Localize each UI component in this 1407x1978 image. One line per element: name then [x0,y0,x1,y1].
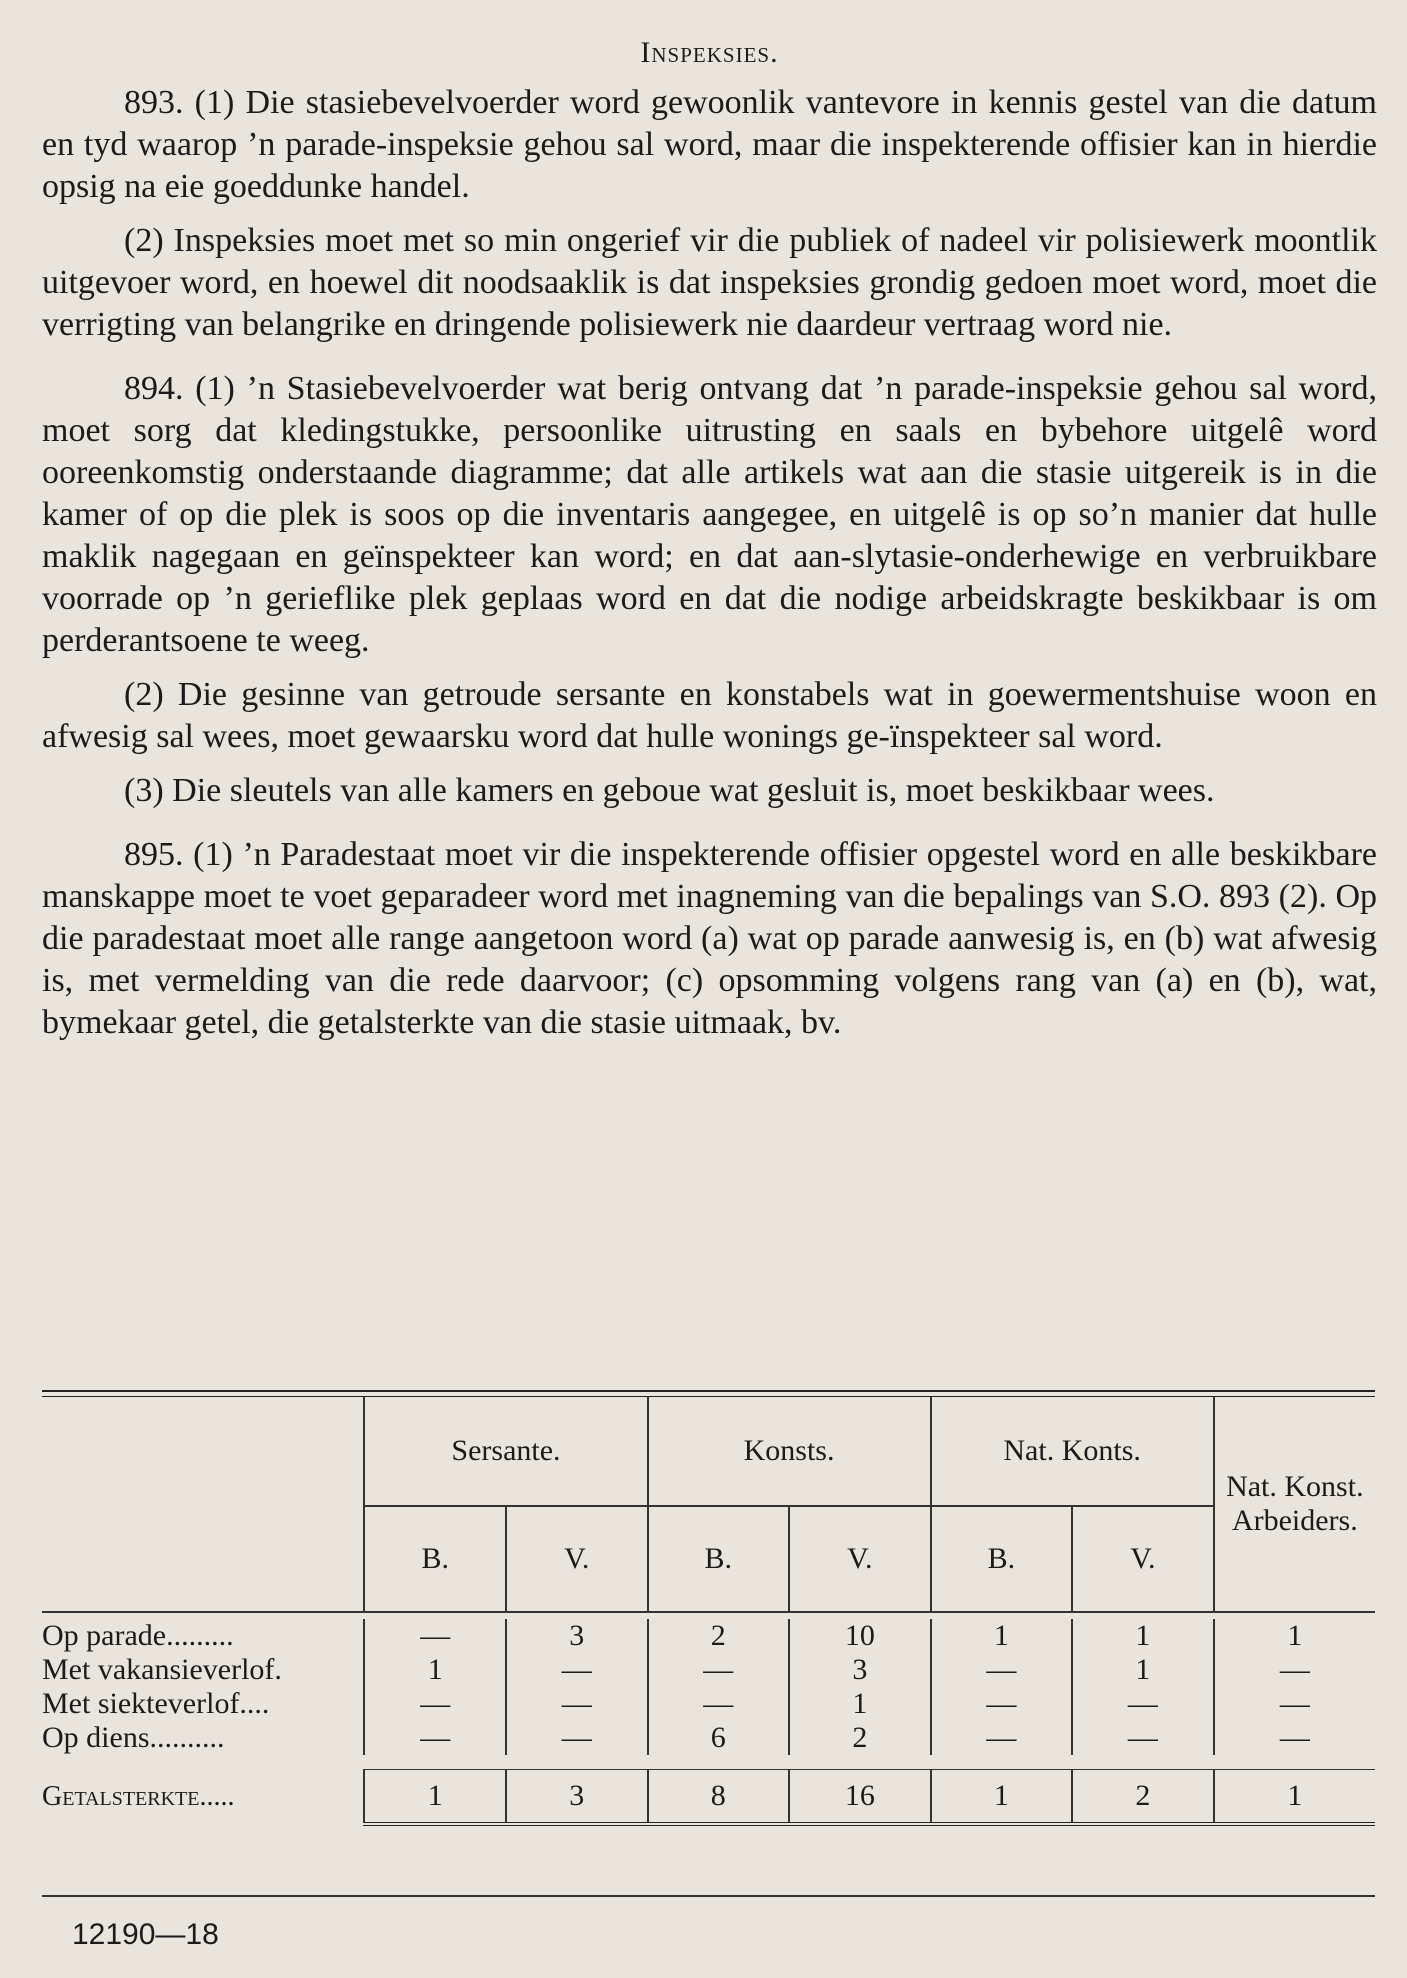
table-cell: 1 [364,1653,506,1687]
empty-header-cell [42,1397,364,1506]
subheader-cell: B. [931,1506,1073,1612]
table-cell: 1 [1214,1619,1375,1653]
table-row [42,1721,1375,1755]
table-cell: — [931,1653,1073,1687]
table-cell: — [1214,1721,1375,1755]
table-cell: — [364,1619,506,1653]
header-nat-konst-arbeiders: Nat. Konst. Arbeiders. [1214,1397,1375,1612]
total-cell: 2 [1072,1770,1214,1825]
totals-label: Getalsterkte..... [42,1780,235,1812]
table-cell: — [364,1721,506,1755]
paragraph-894-2: (2) Die gesinne van getroude sersante en konstabels wat in goewermentshuise woon en afwesig sal wees, moet gewaarsku word dat hulle wonings ge-ïnspekteer sal word. [42,676,1377,755]
table-cell: — [506,1653,648,1687]
table-row [42,1619,1375,1653]
row-label: Met siekteverlof.... [42,1687,270,1720]
table-cell: — [931,1687,1073,1721]
section-heading: Inspeksies. [640,36,779,69]
totals-double-rule [364,1824,1375,1830]
paragraph-895-1: 895. (1) ’n Paradestaat moet vir die inspekterende offisier opgestel word en alle beskikbare manskappe moet te voet geparadeer word met inagneming van die bepalings van S.O. 893 (2). Op die paradestaat moet alle range aangetoon word (a) wat op parade aanwesig is, en (b) wat afwesig is, met vermelding van die rede daarvoor; (c) opsomming volgens rang van (a) en (b), wat, bymekaar getel, die getalsterkte van die stasie uitmaak, bv. [42,836,1377,1041]
table-cell: — [506,1721,648,1755]
table-cell: — [1214,1653,1375,1687]
paragraph-894-1: 894. (1) ’n Stasiebevelvoerder wat berig ontvang dat ’n parade-inspeksie gehou sal word, moet sorg dat kledingstukke, persoonlike uitrusting en saals en bybehore uitgelê word ooreenkomstig onderstaande diagramme; dat alle artikels wat aan die stasie uitgereik is in die kamer of op die plek is soos op die inventaris aangegee, en uitgelê is op so’n manier dat hulle maklik nagegaan en geïnspekteer kan word; en dat aan-slytasie-onderhewige en verbruikbare voorrade op ’n gerieflike plek geplaas word en dat die nodige arbeidskragte beskikbaar is om perderantsoene te weeg. [42,370,1377,659]
table-cell: — [931,1721,1073,1755]
total-cell: 3 [506,1770,648,1825]
table-cell: — [648,1653,790,1687]
table-cell: 1 [1072,1653,1214,1687]
paragraph-894-3: (3) Die sleutels van alle kamers en geboue wat gesluit is, moet beskikbaar wees. [124,772,1215,809]
page-bottom-rule [42,1895,1375,1897]
header-divider [42,1612,1375,1619]
table-cell: 1 [1072,1619,1214,1653]
row-label: Op parade......... [42,1619,234,1652]
subheader-cell: V. [506,1506,648,1612]
table-cell: — [1214,1687,1375,1721]
total-cell: 1 [931,1770,1073,1825]
table-cell: — [1072,1721,1214,1755]
spacer [42,1755,1375,1770]
table-cell: 3 [506,1619,648,1653]
header-nat-konts: Nat. Konts. [931,1397,1214,1506]
subheader-cell: V. [789,1506,931,1612]
print-code: 12190—18 [72,1918,219,1951]
table-cell: — [364,1687,506,1721]
table-cell: 10 [789,1619,931,1653]
row-label: Op diens.......... [42,1721,225,1754]
table-row [42,1653,1375,1687]
subheader-cell: B. [364,1506,506,1612]
paragraph-893-2: (2) Inspeksies moet met so min ongerief vir die publiek of nadeel vir polisiewerk moontlik uitgevoer word, en hoewel dit noodsaaklik is dat inspeksies grondig gedoen moet word, moet die verrigting van belangrike en dringende polisiewerk nie daardeur vertraag word nie. [42,222,1377,343]
table-cell: — [648,1687,790,1721]
total-cell: 8 [648,1770,790,1825]
total-cell: 1 [1214,1770,1375,1825]
header-sersante: Sersante. [364,1397,647,1506]
total-cell: 1 [364,1770,506,1825]
totals-row [42,1770,1375,1825]
parade-state-table [42,1390,1375,1830]
table-cell: 2 [789,1721,931,1755]
table-cell: 6 [648,1721,790,1755]
table-cell: — [506,1687,648,1721]
subheader-cell: V. [1072,1506,1214,1612]
row-label: Met vakansieverlof. [42,1653,282,1686]
header-konsts: Konsts. [648,1397,931,1506]
total-cell: 16 [789,1770,931,1825]
table-row [42,1687,1375,1721]
table-cell: 1 [931,1619,1073,1653]
paragraph-893-1: 893. (1) Die stasiebevelvoerder word gewoonlik vantevore in kennis gestel van die datum en tyd waarop ’n parade-inspeksie gehou sal word, maar die inspekterende offisier kan in hierdie opsig na eie goeddunke handel. [42,84,1377,205]
table-cell: 1 [789,1687,931,1721]
spacer [42,1824,364,1830]
empty-subheader-cell [42,1506,364,1612]
table-cell: 3 [789,1653,931,1687]
table-top-rule [42,1390,1375,1397]
table-cell: — [1072,1687,1214,1721]
subheader-cell: B. [648,1506,790,1612]
table-cell: 2 [648,1619,790,1653]
